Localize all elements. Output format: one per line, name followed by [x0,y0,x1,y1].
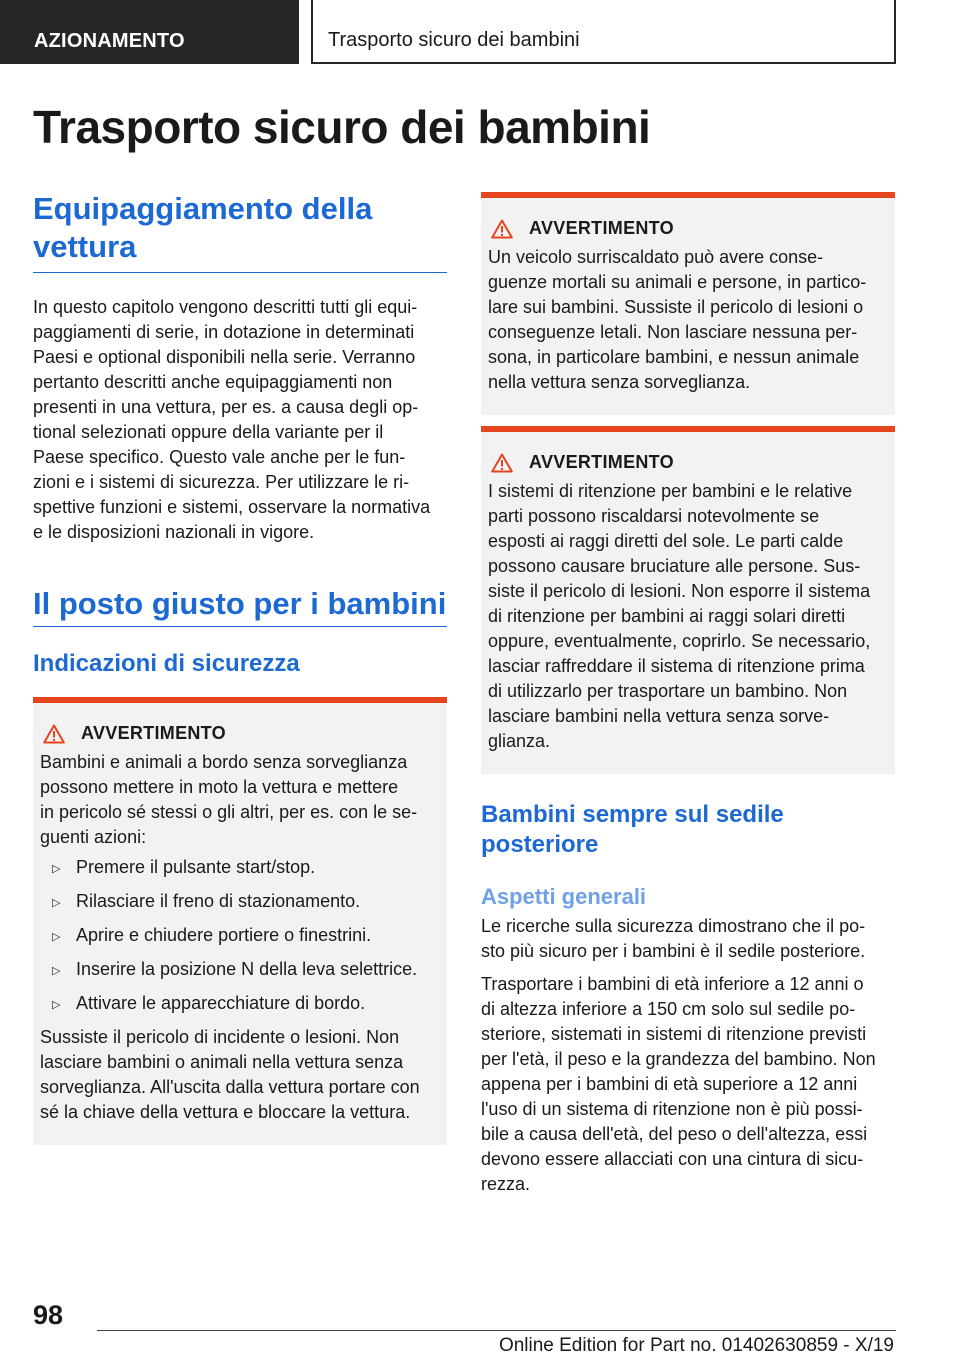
text-line: tional selezionati oppure della variante per il [33,421,384,442]
text-line: paggiamenti di serie, in dotazione in determinati [33,321,415,342]
right-column [481,192,895,1197]
text-line: di utilizzarlo per trasportare un bambino. Non [488,681,848,701]
text-line: sona, in particolare bambini, e nessun animale [488,347,860,367]
warning-header [491,218,888,239]
list-item [40,923,440,950]
warning-text [488,479,888,754]
text-line: conseguenze letali. Non lasciare nessuna per‐ [488,322,858,342]
warning-box [33,697,447,1145]
list-item-text: Attivare le apparecchiature di bordo. [76,993,366,1014]
list-item [40,957,440,984]
left-column [33,190,447,1145]
list-item-text: Premere il pulsante start/stop. [76,857,316,878]
text-line: appena per i bambini di età superiore a 12 anni [481,1074,858,1095]
text-line: esposti ai raggi diretti del sole. Le parti calde [488,531,844,551]
text-line: Trasportare i bambini di età inferiore a 12 anni o [481,974,864,995]
text-line: guenti azioni: [40,827,147,848]
transport-paragraph [481,972,895,1197]
text-line: Le ricerche sulla sicurezza dimostrano che il po‐ [481,916,866,937]
text-line: sto più sicuro per i bambini è il sedile posteriore. [481,941,866,962]
text-line: bile a causa dell'età, del peso o dell'altezza, essi [481,1124,868,1145]
warning-box [481,426,895,774]
text-line: lasciare bambini nella vettura senza sorve‐ [488,706,830,726]
text-line: di altezza inferiore a 150 cm solo sul sedile po‐ [481,999,856,1020]
list-item [40,889,440,916]
equipment-heading: Equipaggiamento della vettura [33,190,447,273]
list-item [40,991,440,1018]
warning-triangle-icon [43,724,65,744]
warning-text [488,245,888,395]
text-line: nella vettura senza sorveglianza. [488,372,751,392]
bullet-triangle-icon: ▷ [52,965,61,978]
text-line: lasciare bambini o animali nella vettura senza [40,1052,404,1073]
warning-bullet-list [40,855,440,1018]
general-aspects-heading: Aspetti generali [481,884,647,909]
text-line: rezza. [481,1174,531,1195]
text-line: oppure, eventualmente, coprirlo. Se necessario, [488,631,871,651]
rear-seat-heading: Bambini sempre sul sedile posteriore [481,801,784,858]
text-line: guenze mortali su animali e persone, in partico‐ [488,272,867,292]
text-line: sé la chiave della vettura e bloccare la vettura. [40,1102,411,1123]
text-line: lasciar raffreddare il sistema di ritenzione prima [488,656,865,676]
warning-title: AVVERTIMENTO [529,218,674,238]
page-number: 98 [33,1300,64,1330]
list-item-text: Rilasciare il freno di stazionamento. [76,891,361,912]
research-paragraph [481,914,895,964]
text-line: devono essere allacciati con una cintura di sicu‐ [481,1149,864,1170]
text-line: zioni e i sistemi di sicurezza. Per utilizzare le ri‐ [33,471,410,492]
bullet-triangle-icon: ▷ [52,999,61,1012]
list-item-text: Aprire e chiudere portiere o finestrini. [76,925,372,946]
text-line: Paese specifico. Questo vale anche per le fun‐ [33,446,406,467]
text-line: possono mettere in moto la vettura e mettere [40,777,399,798]
text-line: di ritenzione per bambini ai raggi solari diretti [488,606,846,626]
section-label: AZIONAMENTO [34,30,185,52]
warning-triangle-icon [491,219,513,239]
text-line: In questo capitolo vengono descritti tutti gli equi‐ [33,296,418,317]
text-line: possono causare bruciature alle persone. Sus‐ [488,556,861,576]
warning-intro [40,750,440,850]
footer-divider [97,1330,896,1331]
text-line: Sussiste il pericolo di incidente o lesioni. Non [40,1027,400,1048]
bullet-triangle-icon: ▷ [52,863,61,876]
list-item [40,855,440,882]
text-line: spettive funzioni e sistemi, osservare la normativa [33,496,431,517]
text-line: sorveglianza. All'uscita dalla vettura portare con [40,1077,420,1098]
warning-header [491,452,888,473]
bullet-triangle-icon: ▷ [52,897,61,910]
text-line: Bambini e animali a bordo senza sorveglianza [40,752,408,773]
warning-box [481,192,895,415]
section-tab [0,0,299,64]
text-line: lare sui bambini. Sussiste il pericolo di lesioni o [488,297,864,317]
right-seat-heading: Il posto giusto per i bambini [33,585,447,628]
text-line: e le disposizioni nazionali in vigore. [33,521,315,542]
text-line: per l'età, il peso e la grandezza del bambino. Non [481,1049,876,1070]
text-line: steriore, sistemati in sistemi di ritenzione previsti [481,1024,867,1045]
text-line: siste il pericolo di lesioni. Non esporre il sistema [488,581,871,601]
warning-outro [40,1025,440,1125]
warning-triangle-icon [491,453,513,473]
text-line: Un veicolo surriscaldato può avere conse‐ [488,247,824,267]
warning-title: AVVERTIMENTO [81,723,226,744]
edition-note: Online Edition for Part no. 01402630859 - X/19 [498,1335,894,1356]
list-item-text: Inserire la posizione N della leva selettrice. [76,959,418,980]
safety-notes-heading: Indicazioni di sicurezza [33,650,300,678]
text-line: I sistemi di ritenzione per bambini e le relative [488,481,853,501]
warning-title: AVVERTIMENTO [529,452,674,472]
text-line: in pericolo sé stessi o gli altri, per es. con le se‐ [40,802,418,823]
text-line: presenti in una vettura, per es. a causa degli op‐ [33,396,419,417]
bullet-triangle-icon: ▷ [52,931,61,944]
equipment-paragraph [33,295,447,545]
text-line: parti possono riscaldarsi notevolmente se [488,506,820,526]
text-line: l'uso di un sistema di ritenzione non è più possi‐ [481,1099,863,1120]
text-line: pertanto descritti anche equipaggiamenti non [33,371,393,392]
text-line: Paesi e optional disponibili nella serie. Verranno [33,346,416,367]
chapter-label: Trasporto sicuro dei bambini [328,29,580,51]
text-line: glianza. [488,731,551,751]
warning-header [43,723,440,744]
chapter-tab [311,0,896,64]
page-title: Trasporto sicuro dei bambini [33,101,651,153]
